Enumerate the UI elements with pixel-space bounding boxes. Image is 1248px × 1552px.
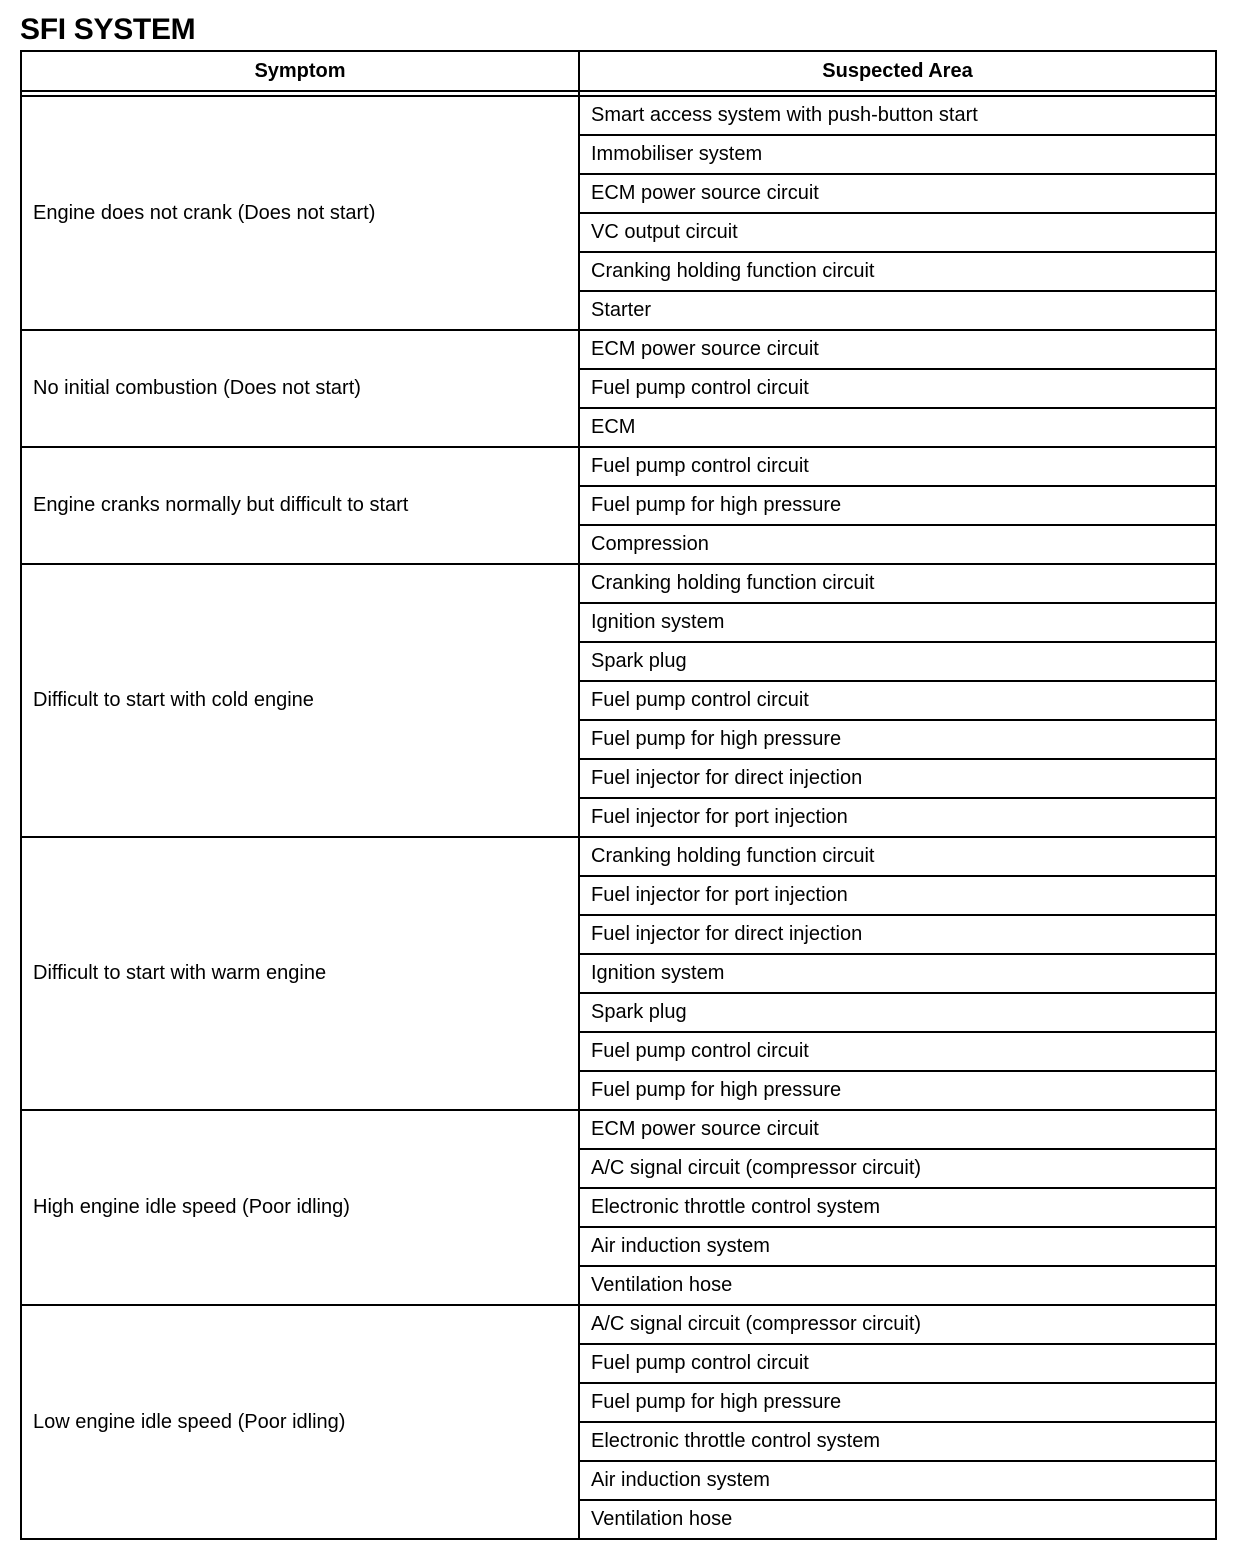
suspected-area-cell: Electronic throttle control system <box>579 1422 1216 1461</box>
table-row <box>21 1110 1216 1149</box>
suspected-area-cell: Ignition system <box>579 603 1216 642</box>
suspected-area-cell: Cranking holding function circuit <box>579 564 1216 603</box>
table-row <box>21 564 1216 603</box>
symptom-table <box>20 50 1217 1540</box>
suspected-area-cell: VC output circuit <box>579 213 1216 252</box>
symptom-cell: Engine does not crank (Does not start) <box>21 96 579 330</box>
symptom-table-container <box>20 50 1215 1540</box>
suspected-area-cell: Air induction system <box>579 1461 1216 1500</box>
symptom-cell: No initial combustion (Does not start) <box>21 330 579 447</box>
header-suspected-area: Suspected Area <box>579 51 1216 91</box>
suspected-area-cell: Fuel pump for high pressure <box>579 1071 1216 1110</box>
suspected-area-cell: Fuel pump control circuit <box>579 1032 1216 1071</box>
suspected-area-cell: ECM power source circuit <box>579 174 1216 213</box>
table-row <box>21 96 1216 135</box>
suspected-area-cell: Fuel pump for high pressure <box>579 720 1216 759</box>
symptom-cell: Engine cranks normally but difficult to start <box>21 447 579 564</box>
table-row <box>21 447 1216 486</box>
suspected-area-cell: A/C signal circuit (compressor circuit) <box>579 1149 1216 1188</box>
suspected-area-cell: Spark plug <box>579 993 1216 1032</box>
symptom-cell: Difficult to start with cold engine <box>21 564 579 837</box>
suspected-area-cell: ECM <box>579 408 1216 447</box>
page-title: SFI SYSTEM <box>20 13 196 46</box>
suspected-area-cell: Fuel pump control circuit <box>579 447 1216 486</box>
suspected-area-cell: Spark plug <box>579 642 1216 681</box>
table-row <box>21 330 1216 369</box>
table-row <box>21 837 1216 876</box>
table-row <box>21 1305 1216 1344</box>
suspected-area-cell: Fuel pump control circuit <box>579 369 1216 408</box>
suspected-area-cell: Ventilation hose <box>579 1266 1216 1305</box>
suspected-area-cell: Compression <box>579 525 1216 564</box>
suspected-area-cell: Immobiliser system <box>579 135 1216 174</box>
suspected-area-cell: Cranking holding function circuit <box>579 252 1216 291</box>
header-row <box>21 51 1216 91</box>
suspected-area-cell: Electronic throttle control system <box>579 1188 1216 1227</box>
header-symptom: Symptom <box>21 51 579 91</box>
suspected-area-cell: ECM power source circuit <box>579 330 1216 369</box>
suspected-area-cell: Fuel pump for high pressure <box>579 1383 1216 1422</box>
symptom-cell: Difficult to start with warm engine <box>21 837 579 1110</box>
suspected-area-cell: Fuel pump control circuit <box>579 681 1216 720</box>
suspected-area-cell: Smart access system with push-button start <box>579 96 1216 135</box>
suspected-area-cell: Ignition system <box>579 954 1216 993</box>
suspected-area-cell: A/C signal circuit (compressor circuit) <box>579 1305 1216 1344</box>
suspected-area-cell: Ventilation hose <box>579 1500 1216 1539</box>
symptom-cell: Low engine idle speed (Poor idling) <box>21 1305 579 1539</box>
suspected-area-cell: Cranking holding function circuit <box>579 837 1216 876</box>
suspected-area-cell: Air induction system <box>579 1227 1216 1266</box>
suspected-area-cell: Fuel pump control circuit <box>579 1344 1216 1383</box>
suspected-area-cell: Fuel injector for direct injection <box>579 759 1216 798</box>
suspected-area-cell: Fuel injector for direct injection <box>579 915 1216 954</box>
suspected-area-cell: ECM power source circuit <box>579 1110 1216 1149</box>
table-header <box>21 51 1216 96</box>
symptom-cell: High engine idle speed (Poor idling) <box>21 1110 579 1305</box>
suspected-area-cell: Fuel injector for port injection <box>579 876 1216 915</box>
suspected-area-cell: Fuel pump for high pressure <box>579 486 1216 525</box>
suspected-area-cell: Fuel injector for port injection <box>579 798 1216 837</box>
table-body <box>21 96 1216 1539</box>
suspected-area-cell: Starter <box>579 291 1216 330</box>
